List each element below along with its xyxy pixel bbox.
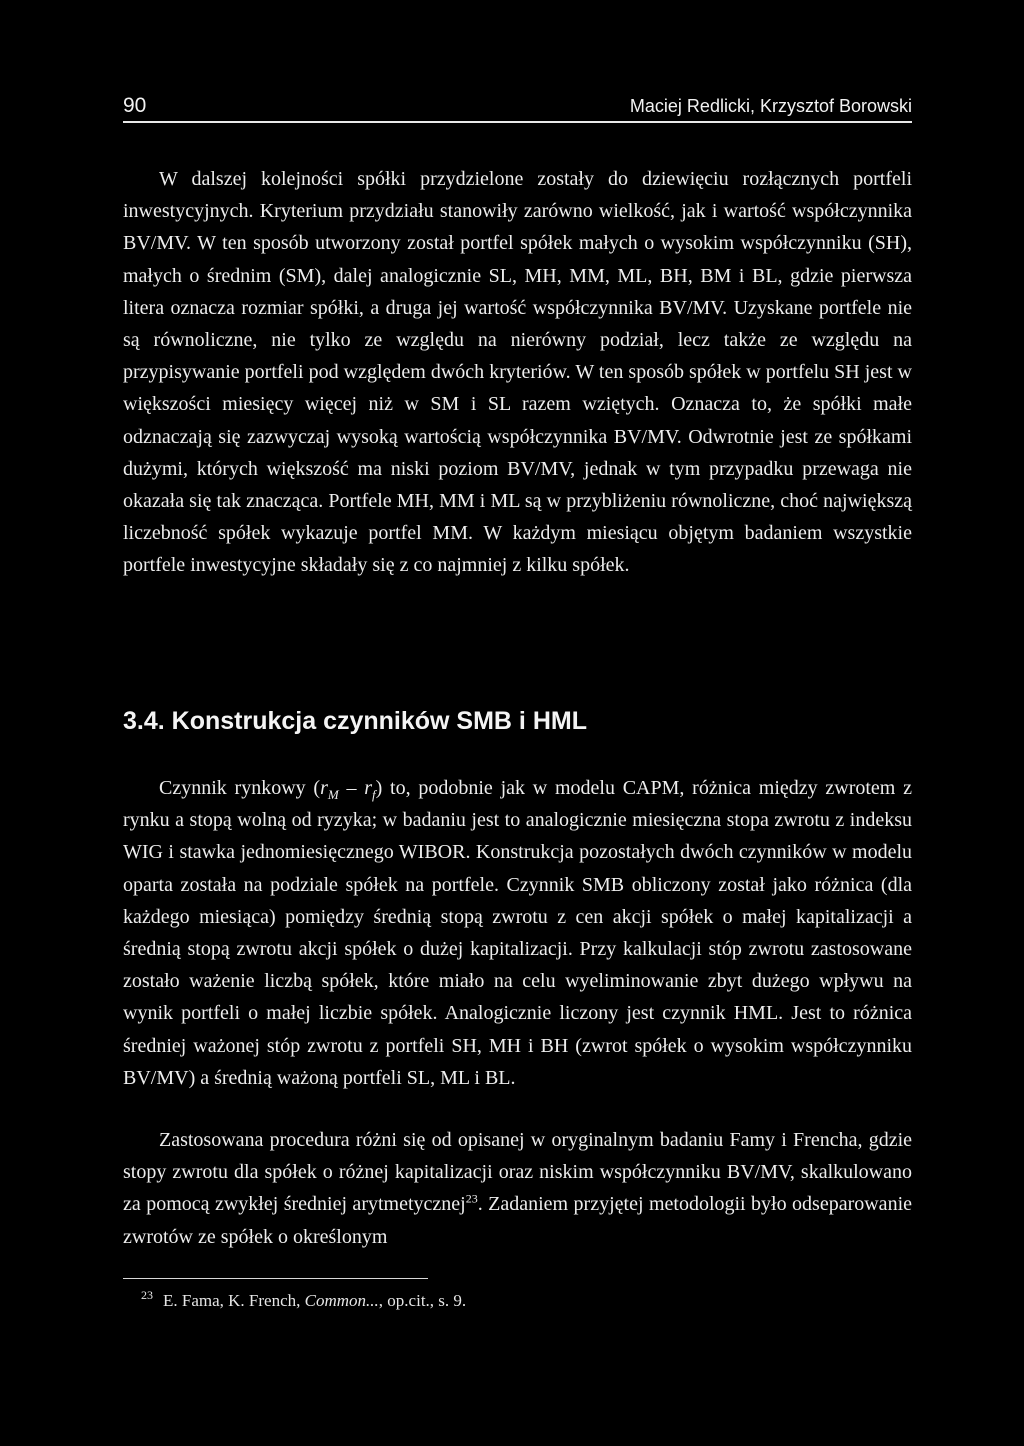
footnote-reference-23[interactable]: 23 xyxy=(465,1191,478,1206)
body-paragraph-3 xyxy=(123,1124,912,1253)
p3-rest: . Zadaniem przyjętej metodologii było odseparowanie zwrotów ze spółek o określonym xyxy=(123,1193,912,1248)
footnote-23 xyxy=(141,1288,912,1311)
page-number: 90 xyxy=(123,94,147,117)
p2-rest: ) to, podobnie jak w modelu CAPM, różnica między zwrotem z rynku a stopą wolną od ryzyka; w badaniu jest to analogicznie miesięczna stopa zwrotu z indeksu WIG i stawka jednomiesięcznego WIBOR. Konstrukcja pozostałych dwóch czynników w modelu oparta została na podziale spółek na portfele. Czynnik SMB obliczony został jako różnica (dla każdego miesiąca) pomiędzy średnią stopą zwrotu z cen akcji spółek o małej kapitalizacji a średnią stopą zwrotu akcji spółek o dużej kapitalizacji. Przy kalkulacji stóp zwrotu zastosowane zostało ważenie liczbą spółek, które miało na celu wyeliminowanie zbyt dużego wpływu na wynik portfeli o małej liczbie spółek. Analogicznie liczony jest czynnik HML. Jest to różnica średniej ważonej stóp zwrotu z portfeli SH, MH i BH (zwrot spółek o wysokim współczynniku BV/MV) a średnią ważoną portfeli SL, ML i BL. xyxy=(123,777,912,1089)
footnote-text-before: E. Fama, K. French, xyxy=(163,1291,305,1310)
header-rule xyxy=(123,121,912,123)
p2-var-r: r xyxy=(320,777,328,799)
footnote-text-after: , op.cit., s. 9. xyxy=(378,1291,467,1310)
footnote-rule xyxy=(123,1278,428,1279)
section-heading: 3.4. Konstrukcja czynników SMB i HML xyxy=(123,707,587,735)
p2-var-r2: r xyxy=(364,777,373,799)
footnote-title-italic: Common... xyxy=(304,1291,379,1310)
page-header xyxy=(123,94,912,124)
body-paragraph-2 xyxy=(123,772,912,1094)
body-paragraph-1: W dalszej kolejności spółki przydzielone zostały do dziewięciu rozłącznych portfeli inwestycyjnych. Kryterium przydziału stanowiły zarówno wielkość, jak i wartość współczynnika BV/MV. W ten sposób utworzony został portfel spółek małych o wysokim współczynniku (SH), małych o średnim (SM), dalej analogicznie SL, MH, MM, ML, BH, BM i BL, gdzie pierwsza litera oznacza rozmiar spółki, a druga jej wartość współczynnika BV/MV. Uzyskane portfele nie są równoliczne, nie tylko ze względu na nierówny podział, lecz także ze względu na przypisywanie portfeli pod względem dwóch kryteriów. W ten sposób spółek w portfelu SH jest w większości miesięcy więcej niż w SM i SL razem wziętych. Oznacza to, że spółki małe odznaczają się zazwyczaj wysoką wartością współczynnika BV/MV. Odwrotnie jest ze spółkami dużymi, których większość ma niski poziom BV/MV, jednak w tym przypadku przewaga nie okazała się tak znacząca. Portfele MH, MM i ML są w przybliżeniu równoliczne, choć największą liczebność spółek wykazuje portfel MM. W każdym miesiącu objętym badaniem wszystkie portfele inwestycyjne składały się z co najmniej z kilku spółek. xyxy=(123,168,912,577)
p2-minus: – xyxy=(338,777,365,799)
book-page xyxy=(123,0,912,1446)
footnote-mark: 23 xyxy=(141,1288,153,1303)
running-head-authors: Maciej Redlicki, Krzysztof Borowski xyxy=(629,96,912,116)
p3-start: Zastosowana procedura różni się od opisanej w oryginalnym badaniu Famy i Frencha, gdzie stopy zwrotu dla spółek o różnej kapitalizacji oraz niskim współczynniku BV/MV, skalkulowano za pomocą zwykłej średniej arytmetycznej xyxy=(123,1129,912,1216)
p2-sub-m: M xyxy=(327,787,339,802)
p2-sub-f: f xyxy=(372,787,376,802)
p2-start: Czynnik rynkowy ( xyxy=(159,777,321,799)
